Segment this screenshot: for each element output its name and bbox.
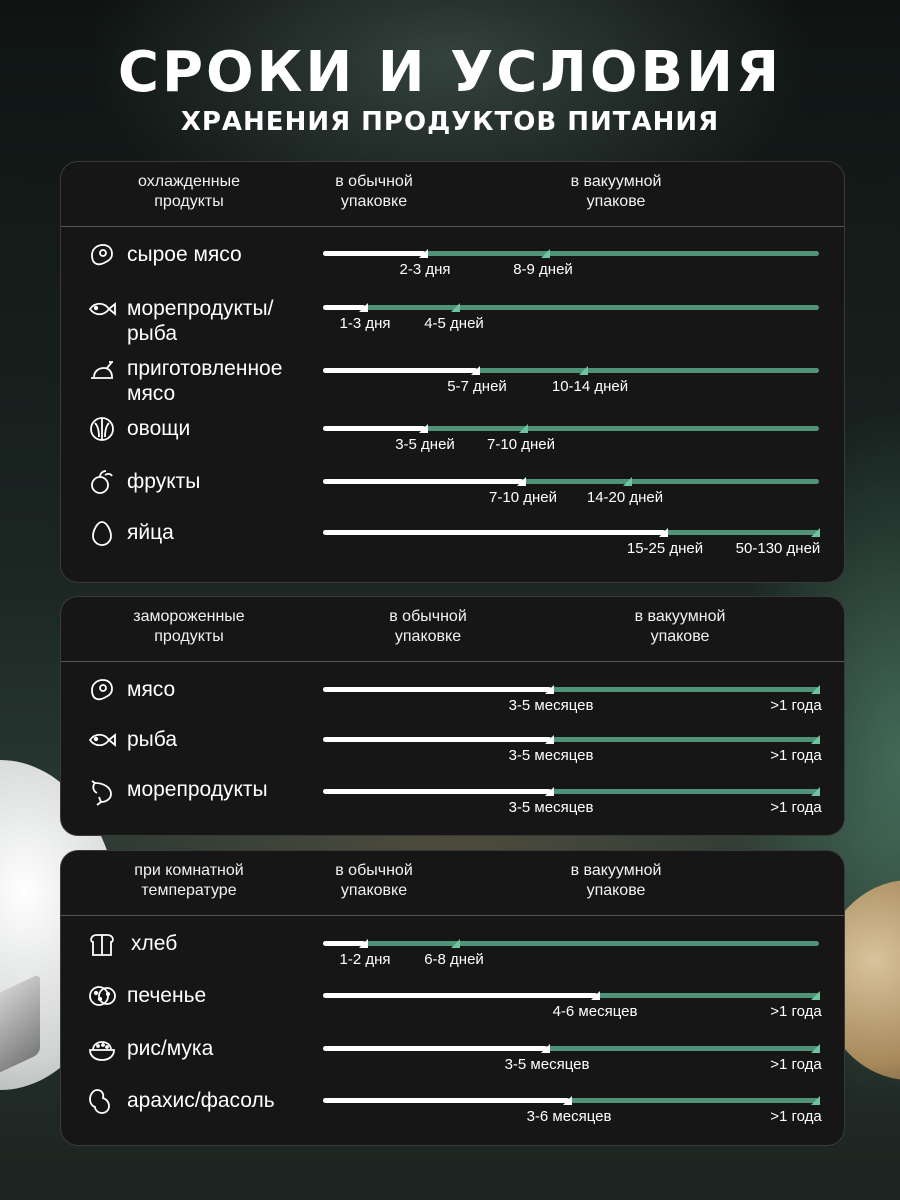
header-vacuum-pack: в вакуумной упакове (570, 862, 662, 899)
panel-frozen (60, 596, 845, 836)
header-normal-pack: в обычной упаковке (335, 173, 413, 210)
storage-bar (323, 1098, 822, 1125)
storage-bar (323, 737, 822, 764)
vacuum-duration: >1 года (770, 747, 822, 764)
panel-header (61, 597, 844, 662)
storage-bar (323, 426, 819, 453)
product-label: мясо (127, 678, 176, 701)
product-label: хлеб (131, 932, 178, 955)
vacuum-duration: >1 года (770, 799, 822, 816)
fish-icon (87, 725, 117, 755)
vacuum-duration: 6-8 дней (424, 951, 484, 968)
header-normal-pack: в обычной упаковке (335, 862, 413, 899)
normal-duration: 5-7 дней (447, 378, 507, 395)
vacuum-duration: >1 года (770, 1003, 822, 1020)
cookie-icon (87, 981, 117, 1011)
storage-bar (323, 1046, 822, 1073)
vacuum-duration: 8-9 дней (513, 261, 573, 278)
product-label: рис/мука (127, 1037, 214, 1060)
product-label: фрукты (127, 470, 201, 493)
product-label: арахис/фасоль (127, 1089, 275, 1112)
storage-bar (323, 305, 819, 332)
page-subtitle: ХРАНЕНИЯ ПРОДУКТОВ ПИТАНИЯ (180, 107, 720, 137)
shrimp-icon (87, 777, 117, 807)
bread-icon (87, 929, 117, 959)
normal-duration: 3-5 месяцев (508, 747, 594, 764)
header-category: замороженные продукты (133, 608, 245, 645)
vacuum-duration: >1 года (770, 1108, 822, 1125)
cabbage-icon (87, 414, 117, 444)
normal-duration: 3-5 дней (395, 436, 455, 453)
panel-header (61, 851, 844, 916)
meat-icon (87, 240, 117, 270)
rice-bowl-icon (87, 1034, 117, 1064)
vacuum-duration: >1 года (770, 697, 822, 714)
header-normal-pack: в обычной упаковке (389, 608, 467, 645)
header-category: охлажденные продукты (138, 173, 240, 210)
product-label: морепродукты (127, 778, 268, 801)
cooked-chicken-icon (87, 356, 117, 386)
header-category: при комнатной температуре (134, 862, 244, 899)
product-label: сырое мясо (127, 243, 242, 266)
panel-header (61, 162, 844, 227)
storage-bar (323, 368, 819, 395)
storage-bar (323, 941, 819, 968)
vacuum-duration: 7-10 дней (487, 436, 555, 453)
meat-icon (87, 675, 117, 705)
storage-bar (323, 789, 822, 816)
peanut-icon (87, 1086, 117, 1116)
product-label: яйца (127, 521, 174, 544)
normal-duration: 3-6 месяцев (526, 1108, 612, 1125)
vacuum-duration: 50-130 дней (735, 540, 821, 557)
vacuum-duration: 4-5 дней (424, 315, 484, 332)
normal-duration: 7-10 дней (489, 489, 557, 506)
normal-duration: 2-3 дня (399, 261, 451, 278)
storage-bar (323, 687, 822, 714)
panel-chilled (60, 161, 845, 583)
panel-room-temperature (60, 850, 845, 1146)
normal-duration: 3-5 месяцев (504, 1056, 590, 1073)
vacuum-duration: 10-14 дней (551, 378, 629, 395)
storage-bar (323, 251, 819, 278)
product-label: овощи (127, 417, 191, 440)
normal-duration: 1-3 дня (339, 315, 391, 332)
header-vacuum-pack: в вакуумной упакове (570, 173, 662, 210)
vacuum-duration: >1 года (770, 1056, 822, 1073)
storage-bar (323, 479, 819, 506)
fish-icon (87, 294, 117, 324)
normal-duration: 15-25 дней (626, 540, 704, 557)
fruit-icon (87, 467, 117, 497)
product-label: рыба (127, 728, 177, 751)
normal-duration: 1-2 дня (339, 951, 391, 968)
header-vacuum-pack: в вакуумной упакове (634, 608, 726, 645)
normal-duration: 4-6 месяцев (552, 1003, 638, 1020)
vacuum-duration: 14-20 дней (586, 489, 664, 506)
normal-duration: 3-5 месяцев (508, 697, 594, 714)
product-label: печенье (127, 984, 207, 1007)
storage-bar (323, 993, 822, 1020)
product-label: морепродукты/ рыба (127, 297, 274, 345)
storage-bar (323, 530, 821, 557)
product-label: приготовленное мясо (127, 357, 283, 405)
normal-duration: 3-5 месяцев (508, 799, 594, 816)
page-title: СРОКИ И УСЛОВИЯ (117, 40, 783, 105)
egg-icon (87, 518, 117, 548)
